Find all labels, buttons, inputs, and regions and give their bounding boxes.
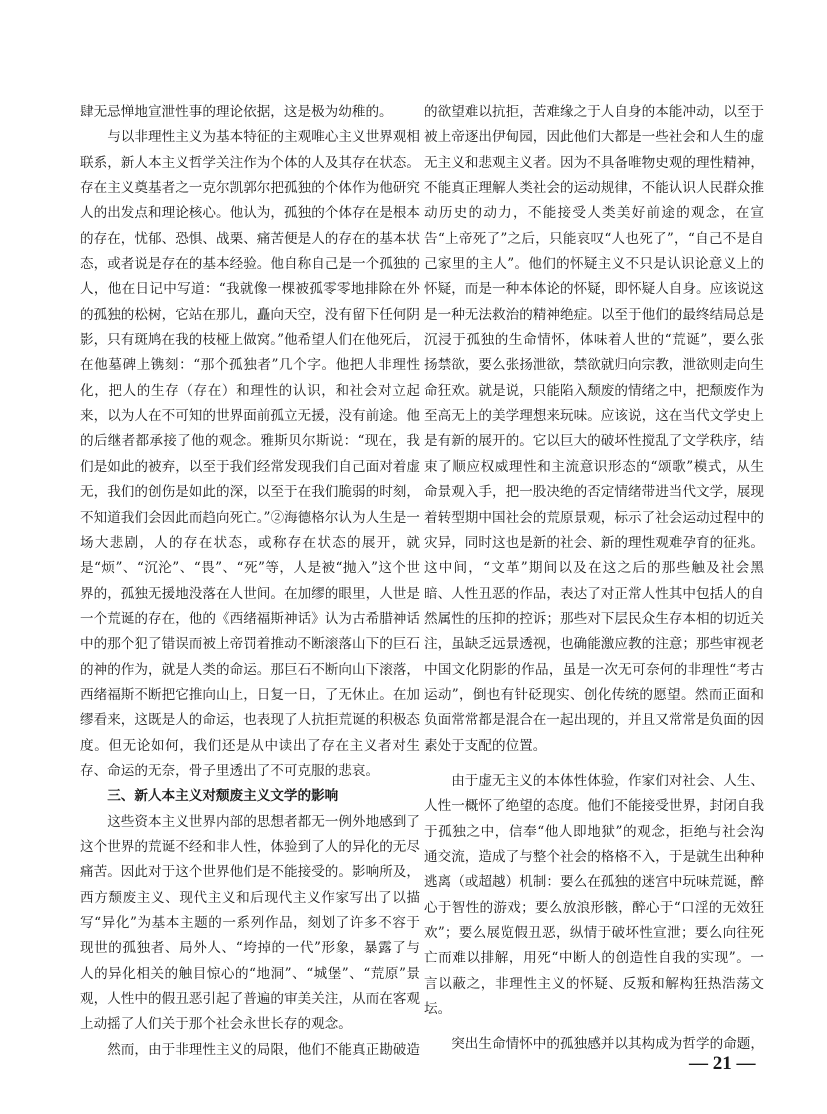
left-paragraph-4: 然而，由于非理性主义的局限，他们不能真正勘破造 <box>107 1041 420 1058</box>
left-paragraph-2: 与以非理性主义为基本特征的主观唯心主义世界观相联系，新人本主义哲学关注作为个体的人及其存在状态。存在主义奠基者之一克尔凯郭尔把孤独的个体作为他研究人的出发点和理论核心。他认为，孤独的个体存在是根本的存在，忧郁、恐惧、战栗、痛苦便是人的存在的基本状态，或者说是存在的基本经验。他自称自己是一个孤独的人，他在日记中写道：“我就像一棵被孤零零地排除在外的孤独的松树，它站在那儿，矗向天空，没有留下任何阴影，只有斑鸠在我的枝桠上做窝。”他希望人们在他死后，在他墓碑上镌刻：“那个孤独者”几个字。他把人非理性化，把人的生存（存在）和理性的认识，和社会对立起来，以为人在不可知的世界面前孤立无援，没有前途。他的后继者都承接了他的观念。雅斯贝尔斯说：“现在，我们是如此的被弃，以至于我们经常发现我们自己面对着虚无，我们的创伤是如此的深，以至于在我们脆弱的时刻，不知道我们会因此而趋向死亡。”②海德格尔认为人生是一场大悲剧，人的存在状态，或称存在状态的展开，就是“烦”、“沉沦”、“畏”、“死”等，人是被“抛入”这个世界的，孤独无援地没落在人世间。在加缪的眼里，人世是一个荒诞的存在，他的《西绪福斯神话》认为古希腊神话中的那个犯了错误而被上帝罚着推动不断滚落山下的巨石的神的作为，就是人类的命运。那巨石不断向山下滚落，西绪福斯不断把它推向山上，日复一日，了无休止。在加缪看来，这既是人的命运，也表现了人抗拒荒诞的积极态度。但无论如何，我们还是从中读出了存在主义者对生存、命运的无奈，骨子里透出了不可克服的悲哀。 <box>80 129 420 779</box>
right-paragraph-3: 突出生命情怀中的孤独感并以其构成为哲学的命题， <box>451 1036 764 1053</box>
left-column <box>80 100 420 1060</box>
left-paragraph-1: 肆无忌惮地宣泄性事的理论依据，这是极为幼稚的。 <box>80 104 393 120</box>
right-column <box>424 100 764 1060</box>
right-paragraph-1: 的欲望难以抗拒，苦难缘之于人自身的本能冲动，以至于被上帝逐出伊甸园，因此他们大都是一些社会和人生的虚无主义和悲观主义者。因为不具备唯物史观的理性精神，不能真正理解人类社会的运动规律，不能认识人民群众推动历史的动力，不能接受人类美好前途的观念，在宣告“上帝死了”之后，只能哀叹“人也死了”，“自己不是自己家里的主人”。他们的怀疑主义不只是认识论意义上的怀疑，而是一种本体论的怀疑，即怀疑人自身。应该说这是一种无法救治的精神绝症。以至于他们的最终结局总是沉浸于孤独的生命情怀，体味着人世的“荒诞”，要么张扬禁欲，要么张扬泄欲，禁欲就归向宗教，泄欲则走向生命狂欢。就是说，只能陷入颓废的情绪之中，把颓废作为至高无上的美学理想来玩味。应该说，这在当代文学史上是有新的展开的。它以巨大的破坏性搅乱了文学秩序，结束了顺应权威理性和主流意识形态的“颂歌”模式，从生命景观入手，把一股决绝的否定情绪带进当代文学，展现着转型期中国社会的荒原景观，标示了社会运动过程中的灾异，同时这也是新的社会、新的理性观难孕育的征兆。这中间，“文革”期间以及在这之后的那些触及社会黑暗、人性丑恶的作品，表达了对正常人性其中包括人的自然属性的压抑的控诉；那些对下层民众生存本相的切近关注，虽缺乏远景透视，也确能激应教的注意；那些审视老中国文化阴影的作品，虽是一次无可奈何的非理性“考古运动”，倒也有针砭现实、创化传统的愿望。然而正面和负面常常都是混合在一起出现的，并且又常常是负面的因素处于支配的位置。 <box>424 104 764 754</box>
page-number: — 21 — <box>689 1053 756 1074</box>
section-heading: 三、新人本主义对颓废主义文学的影响 <box>107 788 339 805</box>
right-paragraph-2: 由于虚无主义的本体性体验，作家们对社会、人生、人性一概怀了绝望的态度。他们不能接受世界，封闭自我于孤独之中，信奉“他人即地狱”的观念，拒绝与社会沟通交流，造成了与整个社会的格格不入，于是就生出种种逃离（或超越）机制：要么在孤独的迷宫中玩味荒诞，醉心于智性的游戏；要么放浪形骸，醉心于“口淫的无效狂欢”；要么展览假丑恶，纵情于破坏性宣泄；要么向往死亡而难以排解，用死“中断人的创造性自我的实现”。一言以蔽之，非理性主义的怀疑、反叛和解构狂热浩荡文坛。 <box>424 772 764 1018</box>
left-paragraph-3: 这些资本主义世界内部的思想者都无一例外地感到了这个世界的荒诞不经和非人性，体验到了人的异化的无尽痛苦。因此对于这个世界他们是不能接受的。影响所及，西方颓废主义、现代主义和后现代主义作家写出了以描写“异化”为基本主题的一系列作品，刻划了许多不容于现世的孤独者、局外人、“垮掉的一代”形象，暴露了与人的异化相关的触目惊心的“地洞”、“城堡”、“荒原”景观，人性中的假丑恶引起了普遍的审美关注，从而在客观上动摇了人们关于那个社会永世长存的观念。 <box>80 813 420 1033</box>
